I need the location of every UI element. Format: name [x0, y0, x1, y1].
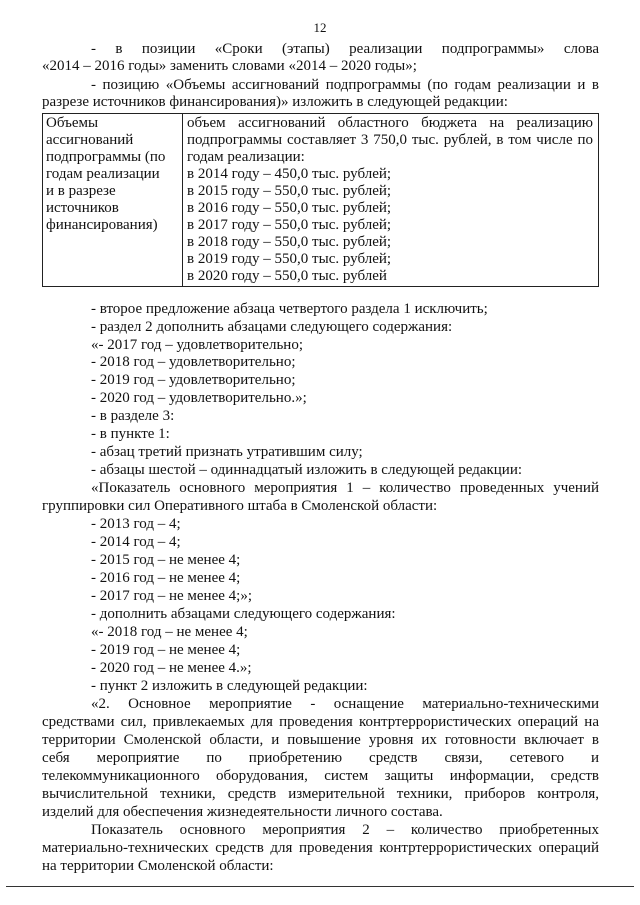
text-line: - 2014 год – 4; [91, 534, 181, 550]
value-line: в 2016 году – 550,0 тыс. рублей; [187, 200, 392, 216]
header-line: подпрограммы (по [46, 149, 166, 165]
text-line: «2. Основное мероприятие - оснащение материально-техническими [91, 696, 599, 712]
text-line: себя мероприятие по приобретению средств связи, сетевого и [42, 750, 599, 766]
header-line: финансирования) [46, 217, 158, 233]
text-line: - 2018 год – удовлетворительно; [91, 354, 296, 370]
text-line: - раздел 2 дополнить абзацами следующего содержания: [91, 319, 453, 335]
text-line: - позицию «Объемы ассигнований подпрограммы (по годам реализации и в [91, 77, 599, 93]
table-row [43, 114, 599, 287]
text-line: территории Смоленской области, и повышение уровня их готовности включает в [42, 732, 599, 748]
table-header-cell [43, 114, 183, 287]
text-line: - 2019 год – удовлетворительно; [91, 372, 296, 388]
text-line: - 2015 год – не менее 4; [91, 552, 241, 568]
text-line: «Показатель основного мероприятия 1 – количество проведенных учений [91, 480, 599, 496]
text-line: «- 2017 год – удовлетворительно; [91, 337, 303, 353]
text-line: - дополнить абзацами следующего содержания: [91, 606, 396, 622]
value-line: объем ассигнований областного бюджета на реализацию [187, 115, 593, 131]
value-line: в 2014 году – 450,0 тыс. рублей; [187, 166, 392, 182]
text-line: телекоммуникационного оборудования, систем защиты информации, средств [42, 768, 599, 784]
value-line: подпрограммы составляет 3 750,0 тыс. рублей, в том числе по [187, 132, 593, 148]
text-line: группировки сил Оперативного штаба в Смоленской области: [42, 498, 438, 514]
text-line: на территории Смоленской области: [42, 858, 274, 874]
text-line: - второе предложение абзаца четвертого раздела 1 исключить; [91, 301, 488, 317]
header-line: годам реализации [46, 166, 160, 182]
text-line: - 2020 год – не менее 4.»; [91, 660, 252, 676]
text-line: изделий для обеспечения жизнедеятельности личного состава. [42, 804, 443, 820]
text-line: - 2016 год – не менее 4; [91, 570, 241, 586]
text-line: - пункт 2 изложить в следующей редакции: [91, 678, 368, 694]
value-line: в 2019 году – 550,0 тыс. рублей; [187, 251, 392, 267]
value-line: в 2018 году – 550,0 тыс. рублей; [187, 234, 392, 250]
table-value-cell [183, 114, 599, 287]
text-line: Показатель основного мероприятия 2 – количество приобретенных [91, 822, 599, 838]
text-line: - 2019 год – не менее 4; [91, 642, 241, 658]
value-line: в 2017 году – 550,0 тыс. рублей; [187, 217, 392, 233]
text-line: «2014 – 2016 годы» заменить словами «2014 – 2020 годы»; [42, 58, 417, 74]
text-line: - в позиции «Сроки (этапы) реализации подпрограммы» слова [91, 41, 599, 57]
text-line: - 2020 год – удовлетворительно.»; [91, 390, 307, 406]
text-line: - в разделе 3: [91, 408, 175, 424]
allocation-table [42, 113, 599, 287]
text-line: - абзацы шестой – одиннадцатый изложить в следующей редакции: [91, 462, 523, 478]
value-line: в 2020 году – 550,0 тыс. рублей [187, 268, 387, 284]
header-line: ассигнований [46, 132, 134, 148]
text-line: разрезе источников финансирования)» изложить в следующей редакции: [42, 94, 508, 110]
text-line: материально-технических средств для проведения контртеррористических операций [42, 840, 599, 856]
text-line: средствами сил, привлекаемых для проведения контртеррористических операций на [42, 714, 599, 730]
text-line: вычислительной техники, средств измерительной техники, приборов контроля, [42, 786, 599, 802]
text-line: «- 2018 год – не менее 4; [91, 624, 248, 640]
text-line: - 2013 год – 4; [91, 516, 181, 532]
footer-divider [6, 886, 634, 887]
page-number: 12 [313, 20, 327, 35]
header-line: источников [46, 200, 119, 216]
text-line: - абзац третий признать утратившим силу; [91, 444, 363, 460]
header-line: Объемы [46, 115, 99, 131]
text-line: - 2017 год – не менее 4;»; [91, 588, 252, 604]
value-line: годам реализации: [187, 149, 305, 165]
text-line: - в пункте 1: [91, 426, 170, 442]
header-line: и в разрезе [46, 183, 116, 199]
value-line: в 2015 году – 550,0 тыс. рублей; [187, 183, 392, 199]
